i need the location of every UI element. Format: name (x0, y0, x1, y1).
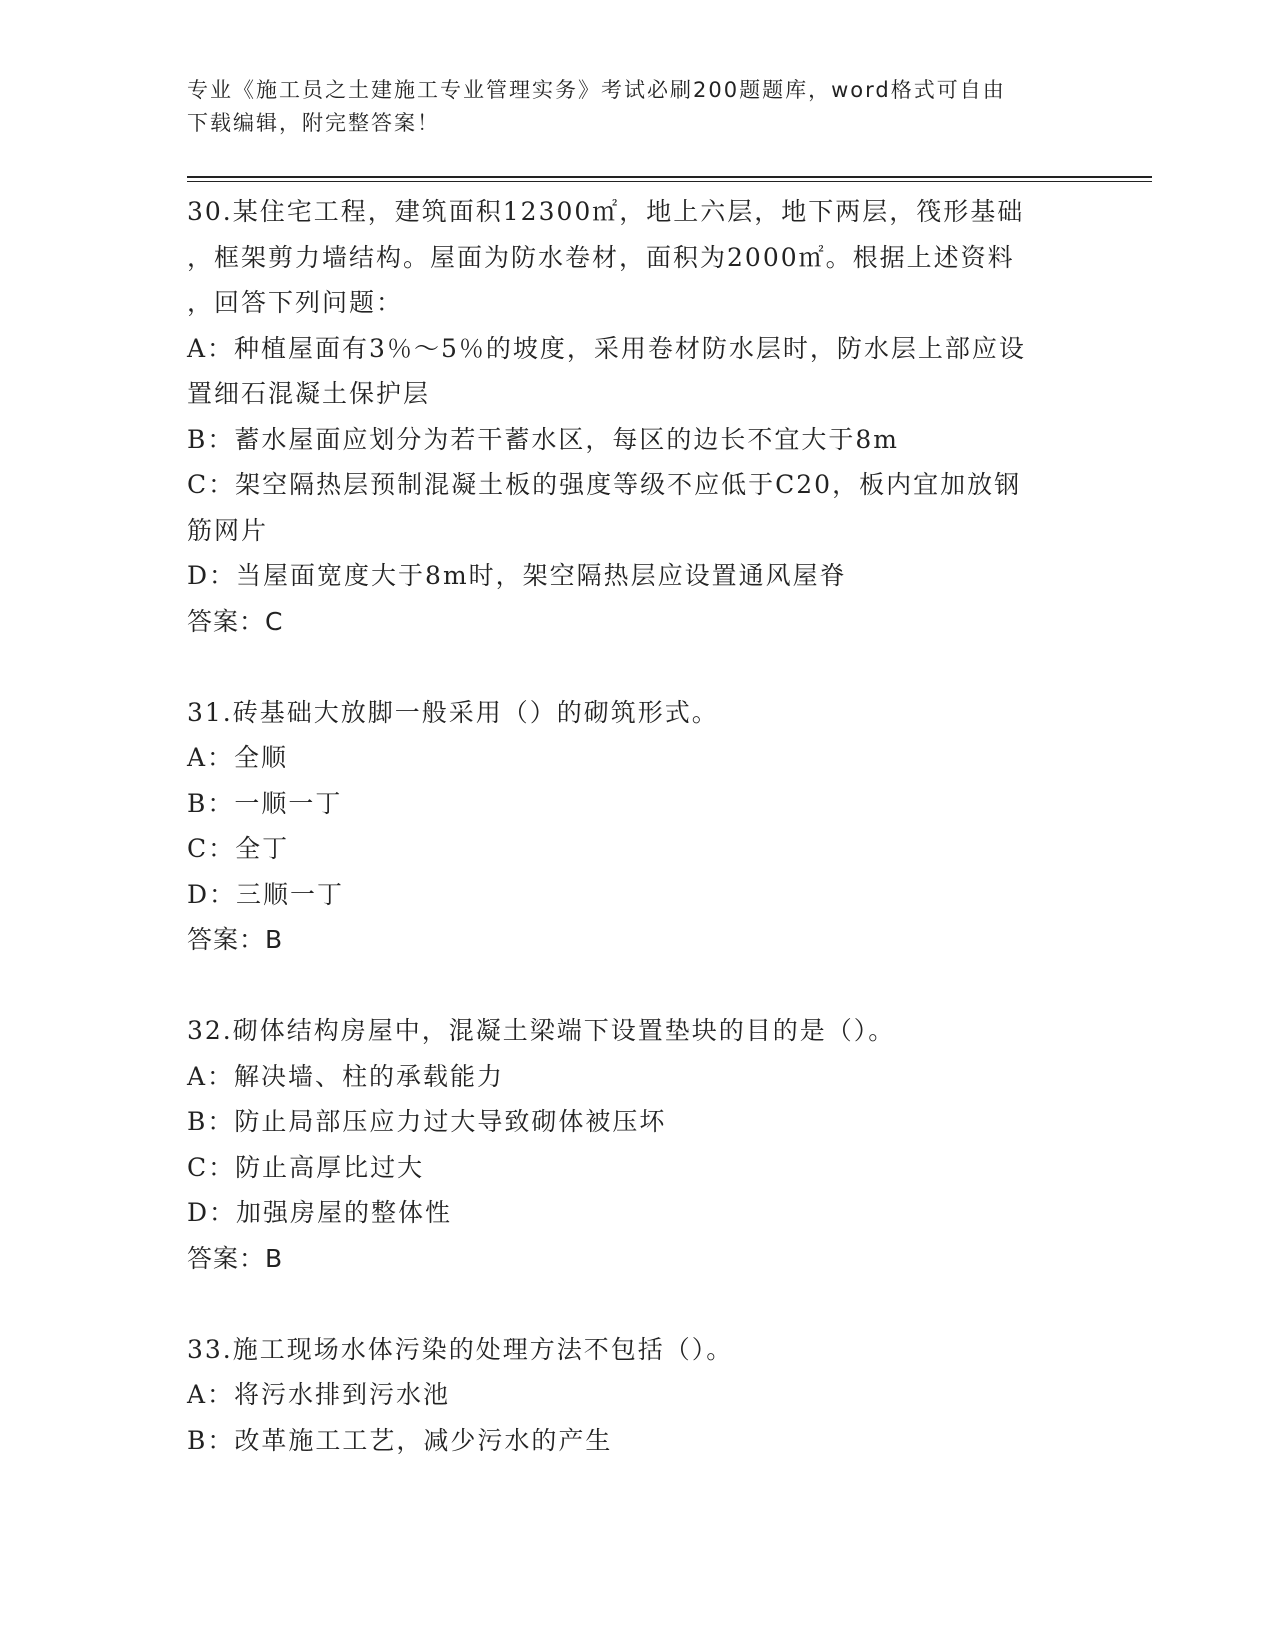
option-line: A：解决墙、柱的承载能力 (187, 1061, 505, 1091)
question-stem-line: 32.砌体结构房屋中，混凝土梁端下设置垫块的目的是（）。 (187, 1016, 896, 1045)
option-line: 置细石混凝土保护层 (187, 379, 431, 408)
option-line: B：一顺一丁 (187, 788, 343, 818)
question-stem-line: ，框架剪力墙结构。屋面为防水卷材，面积为2000㎡。根据上述资料 (187, 242, 1015, 272)
option-line: C：防止高厚比过大 (187, 1152, 425, 1182)
option-line: A：将污水排到污水池 (187, 1380, 451, 1409)
header-line: 下载编辑，附完整答案！ (187, 111, 440, 135)
option-line: D：加强房屋的整体性 (187, 1198, 453, 1227)
question-spacer (187, 963, 1092, 1009)
question-spacer (187, 644, 1092, 690)
option-line: A：种植屋面有3％～5％的坡度，采用卷材防水层时，防水层上部应设 (187, 333, 1026, 363)
header-divider (187, 176, 1152, 178)
header-line: 专业《施工员之土建施工专业管理实务》考试必刷200题题库，word格式可自由 (187, 78, 1006, 102)
answer-label: 答案：B (187, 1243, 284, 1273)
question-stem-line: ，回答下列问题： (187, 288, 404, 317)
answer-label: 答案：C (187, 606, 284, 636)
question-stem-line: 33.施工现场水体污染的处理方法不包括（）。 (187, 1334, 734, 1364)
option-line: B：防止局部压应力过大导致砌体被压坏 (187, 1107, 667, 1136)
option-line: 筋网片 (187, 515, 269, 545)
option-line: D：三顺一丁 (187, 879, 345, 909)
option-line: D：当屋面宽度大于8m时，架空隔热层应设置通风屋脊 (187, 561, 847, 590)
question-block (187, 189, 1092, 644)
option-line: C：全丁 (187, 834, 290, 863)
question-block (187, 690, 1092, 963)
option-line: A：全顺 (187, 743, 289, 772)
question-spacer (187, 1281, 1092, 1327)
question-list (187, 189, 1092, 1463)
option-line: B：改革施工工艺，减少污水的产生 (187, 1425, 613, 1455)
header-divider (187, 181, 1152, 182)
question-stem-line: 30.某住宅工程，建筑面积12300㎡，地上六层，地下两层，筏形基础 (187, 197, 1025, 226)
answer-label: 答案：B (187, 925, 284, 954)
question-stem-line: 31.砖基础大放脚一般采用（）的砌筑形式。 (187, 697, 719, 727)
question-block (187, 1008, 1092, 1281)
option-line: C：架空隔热层预制混凝土板的强度等级不应低于C20，板内宜加放钢 (187, 470, 1022, 499)
option-line: B：蓄水屋面应划分为若干蓄水区，每区的边长不宜大于8m (187, 424, 899, 454)
document-header (187, 74, 1067, 140)
question-block (187, 1327, 1092, 1464)
